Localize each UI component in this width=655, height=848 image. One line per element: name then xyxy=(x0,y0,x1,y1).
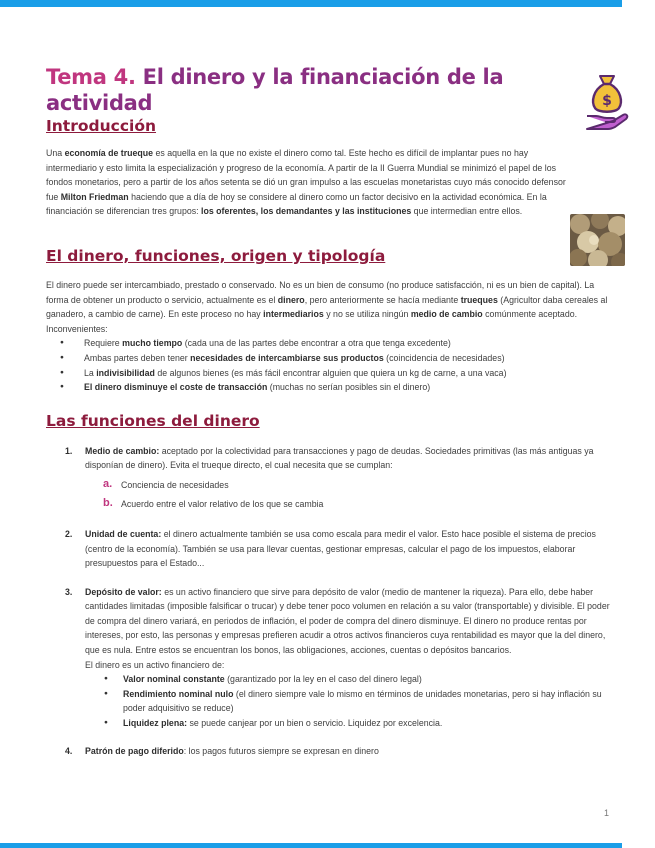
list-item: ● Rendimiento nominal nulo (el dinero siempre vale lo mismo en términos de unidades monetarias, pero si hay inflación su poder adquisitivo se reduce) xyxy=(104,687,614,716)
document-body xyxy=(46,64,614,758)
sub-list xyxy=(85,476,614,514)
activo-list xyxy=(85,672,614,730)
heading-funciones-dinero: Las funciones del dinero xyxy=(46,411,260,430)
funciones-list xyxy=(46,444,614,759)
list-item: ● El dinero disminuye el coste de transacción (muchas no serían posibles sin el dinero) xyxy=(60,380,614,395)
list-item: b. Acuerdo entre el valor relativo de los que se cambia xyxy=(103,496,324,509)
list-item: 2. Unidad de cuenta: el dinero actualmente también se usa como escala para medir el valor. Esto hace posible el sistema de precios (centro de la economía). También se usa para llevar cuentas, gestionar empresas, calcular el pago de los impuestos, elaborar presupuestos para el Estado... xyxy=(65,528,596,569)
list-item: a. Conciencia de necesidades xyxy=(103,477,229,490)
inconvenientes-list xyxy=(46,336,614,394)
list-item: 3. Depósito de valor: es un activo financiero que sirve para depósito de valor (medio de mantener la riqueza). Para ello, debe haber cantidades limitadas (imposible falsificar o trucar) y debe tener poco volumen en relación a su valor (transportable) y divisible. El poder de compra del dinero variará, en periodos de inflación, el poder de compra del dinero disminuye. El dinero no produce rentas por intereses, por esto, las personas y empresas prefieren acudir a otros activos financieros cuya rentabilidad es mayor que la del dinero, que es nula. Entre estos se encuentran los bonos, las obligaciones, acciones, cuentas o depósitos bancarios. El dinero es un activo financiero de: ● Valor nominal constante (garantizado por la ley en el caso del dinero legal) ● Rendimiento nominal nulo (el dinero siempre vale lo mismo en términos de unidades monetarias, pero si hay inflación su poder adquisitivo se reduce) ● Liquidez plena: se puede canjear por un bien o servicio. Liquidez por excelencia. xyxy=(46,585,614,731)
page-title: Tema 4. El dinero y la financiación de la actividad xyxy=(46,65,504,115)
page-number: 1 xyxy=(604,808,610,818)
list-item: ● Requiere mucho tiempo (cada una de las partes debe encontrar a otra que tenga excedente) xyxy=(60,336,614,351)
list-item: ● Ambas partes deben tener necesidades de intercambiarse sus productos (coincidencia de necesidades) xyxy=(60,351,614,366)
svg-text:$: $ xyxy=(602,93,612,109)
list-item: ● La indivisibilidad de algunos bienes (es más fácil encontrar alguien que quiera un kg de carne, a una vaca) xyxy=(60,366,614,381)
heading-introduccion: Introducción xyxy=(46,117,157,135)
list-item: ● Valor nominal constante (garantizado por la ley en el caso del dinero legal) xyxy=(104,672,614,687)
heading-dinero-funciones: El dinero, funciones, origen y tipología xyxy=(46,246,386,265)
list-item: ● Liquidez plena: se puede canjear por un bien o servicio. Liquidez por excelencia. xyxy=(104,716,614,731)
intro-paragraph: Una economía de trueque es aquella en la que no existe el dinero como tal. Este hecho es difícil de implantar pues no hay intermediario y esto limita la especialización y progreso de la economía. A partir de la II Guerra Mundial se minimizó el papel de los fondos monetarios, pero a partir de los años setenta se dió un gran impulso a las escuelas monetaristas cuyo más conocido defensor fue Milton Friedman haciendo que a día de hoy se considere al dinero como un factor decisivo en la actividad económica. En la financiación se diferencian tres grupos: los oferentes, los demandantes y las instituciones que intermedian entre ellos. xyxy=(46,148,566,217)
bottom-accent-bar xyxy=(0,843,622,848)
section2-paragraph: El dinero puede ser intercambiado, prestado o conservado. No es un bien de consumo (no produce satisfacción, ni es un bien de capital). La forma de obtener un producto o servicio, actualmente es el dinero, pero anteriormente se hacía mediante trueques (Agricultor daba cereales al ganadero, a cambio de carne). En este proceso no hay intermediarios y no se utiliza ningún medio de cambio comúnmente aceptado. Inconvenientes: xyxy=(46,279,608,334)
list-item: 4. Patrón de pago diferido: los pagos futuros siempre se expresan en dinero xyxy=(65,745,379,756)
top-accent-bar xyxy=(0,0,622,7)
list-item: 1. Medio de cambio: aceptado por la colectividad para transacciones y pago de deudas. Sociedades primitivas (las más antiguas ya disponían de dinero). Evita el trueque directo, el cual necesita que se cumplan: a. Conciencia de necesidades b. Acuerdo entre el valor relativo de los que se cambia xyxy=(46,444,614,514)
